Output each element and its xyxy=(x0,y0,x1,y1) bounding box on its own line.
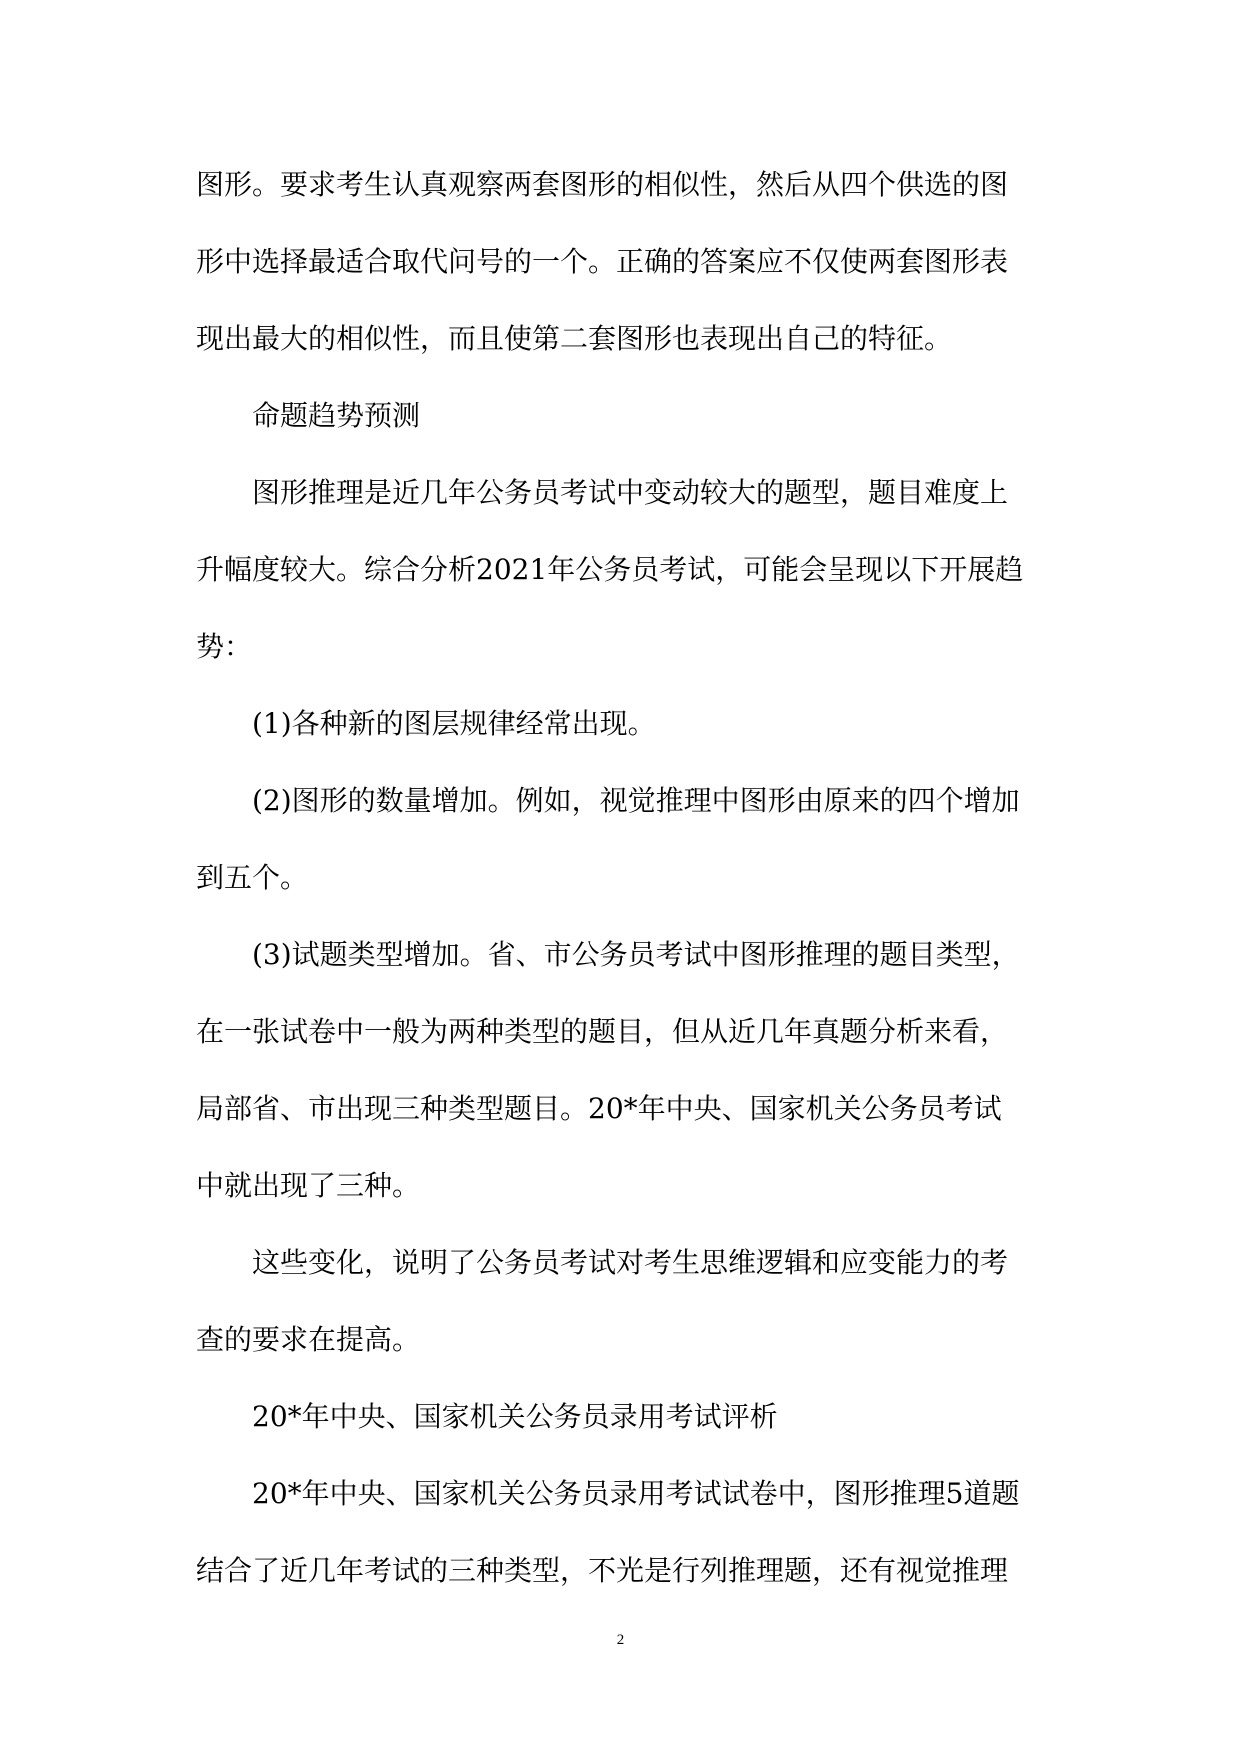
text-line-5: 图形推理是近几年公务员考试中变动较大的题型，题目难度上 xyxy=(252,476,1009,509)
text-line-7: 势： xyxy=(196,630,253,663)
section-heading-review: 20*年中央、国家机关公务员录用考试评析 xyxy=(252,1400,778,1433)
text-line-15: 这些变化，说明了公务员考试对考生思维逻辑和应变能力的考 xyxy=(252,1246,1009,1279)
text-line-10: 到五个。 xyxy=(196,861,309,894)
section-heading-trend: 命题趋势预测 xyxy=(252,399,421,432)
body-text xyxy=(196,146,1046,1609)
text-line-1: 图形。要求考生认真观察两套图形的相似性，然后从四个供选的图 xyxy=(196,168,1009,201)
text-line-19: 结合了近几年考试的三种类型，不光是行列推理题，还有视觉推理 xyxy=(196,1554,1009,1587)
text-line-3: 现出最大的相似性，而且使第二套图形也表现出自己的特征。 xyxy=(196,322,953,355)
text-line-16: 查的要求在提高。 xyxy=(196,1323,421,1356)
list-item-1: (1)各种新的图层规律经常出现。 xyxy=(252,707,656,740)
list-item-3: (3)试题类型增加。省、市公务员考试中图形推理的题目类型， xyxy=(252,938,1020,971)
text-line-18: 20*年中央、国家机关公务员录用考试试卷中，图形推理5道题 xyxy=(252,1477,1020,1510)
list-item-2: (2)图形的数量增加。例如，视觉推理中图形由原来的四个增加 xyxy=(252,784,1020,817)
text-line-14: 中就出现了三种。 xyxy=(196,1169,421,1202)
text-line-13: 局部省、市出现三种类型题目。20*年中央、国家机关公务员考试 xyxy=(196,1092,1002,1125)
text-line-2: 形中选择最适合取代问号的一个。正确的答案应不仅使两套图形表 xyxy=(196,245,1009,278)
text-line-12: 在一张试卷中一般为两种类型的题目，但从近几年真题分析来看， xyxy=(196,1015,1009,1048)
text-line-6: 升幅度较大。综合分析2021年公务员考试，可能会呈现以下开展趋 xyxy=(196,553,1024,586)
page-number: 2 xyxy=(616,1632,625,1648)
